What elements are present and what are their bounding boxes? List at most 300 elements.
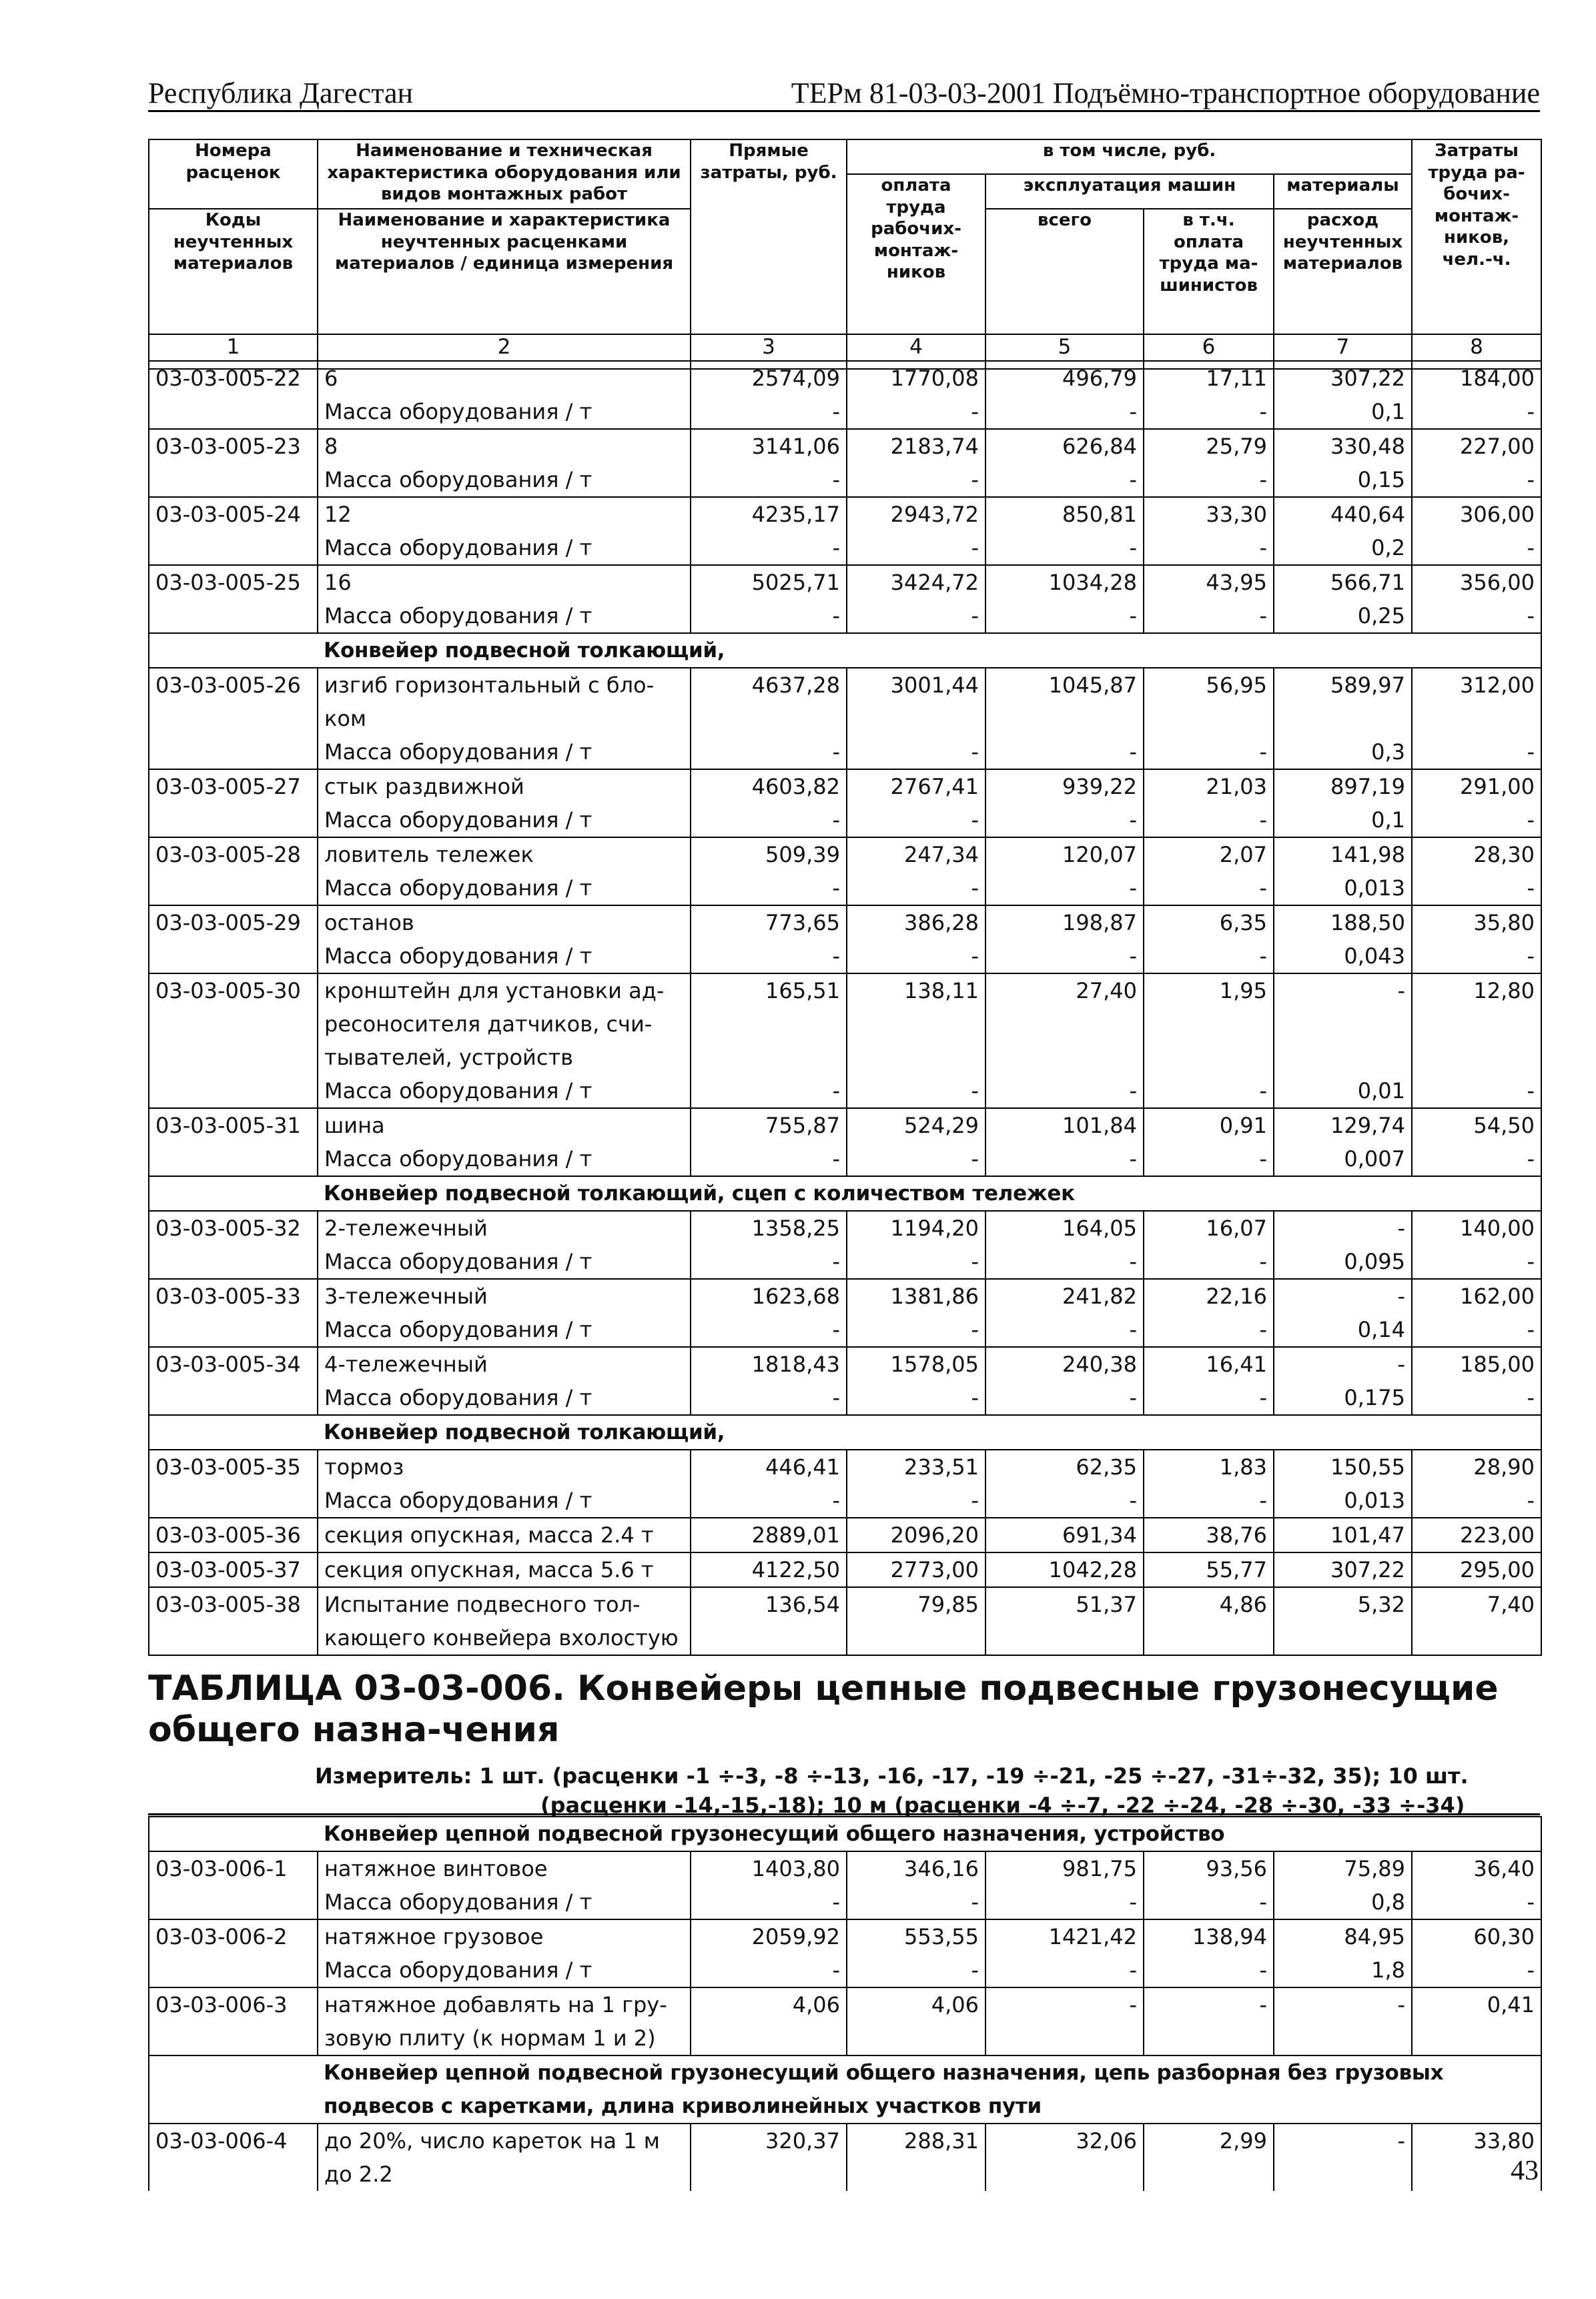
material-value-cell: - [691,1313,847,1347]
section-spacer [149,633,318,668]
material-row [149,1953,1541,1987]
material-value-cell: 0,095 [1274,1245,1412,1279]
material-row [149,939,1541,973]
rate-code: 03-03-005-36 [149,1518,318,1552]
value-cell: 773,65 [691,905,847,939]
work-name: шина [318,1108,691,1142]
material-value-cell: 0,007 [1274,1142,1412,1176]
material-value-cell: 0,2 [1274,531,1412,565]
value-cell: 27,40 [985,973,1144,1074]
value-cell: 240,38 [985,1347,1144,1381]
rate-code: 03-03-005-25 [149,565,318,599]
material-value-cell: - [985,599,1144,633]
table-row [149,905,1541,939]
work-name: натяжное винтовое [318,1851,691,1885]
material-value-cell: - [847,1142,985,1176]
value-cell: 223,00 [1412,1518,1541,1552]
material-row [149,531,1541,565]
section-spacer [149,1817,318,1851]
value-cell: 25,79 [1144,429,1274,463]
material-value-cell: - [691,1074,847,1108]
table-row [149,497,1541,531]
material-value-cell: - [1144,1885,1274,1919]
value-cell: 185,00 [1412,1347,1541,1381]
value-cell: 509,39 [691,837,847,871]
value-cell: 60,30 [1412,1919,1541,1953]
material-code [149,939,318,973]
value-cell: 346,16 [847,1851,985,1885]
column-number: 1 [149,334,318,369]
material-value-cell: - [847,1381,985,1415]
col1-bottom-header: Коды неучтенных материалов [149,209,318,334]
value-cell: 4603,82 [691,769,847,803]
value-cell: 136,54 [691,1587,847,1655]
value-cell: 330,48 [1274,429,1412,463]
material-value-cell: - [847,735,985,769]
material-code [149,1484,318,1518]
table-measurer [315,1761,1540,1820]
material-code [149,1074,318,1108]
rate-code: 03-03-006-2 [149,1919,318,1953]
material-name: Масса оборудования / т [318,1484,691,1518]
value-cell: 626,84 [985,429,1144,463]
column-number: 5 [985,334,1144,369]
value-cell: 2183,74 [847,429,985,463]
value-cell: 51,37 [985,1587,1144,1655]
header-document-title: ТЕРм 81-03-03-2001 Подъёмно-транспортное оборудование [791,77,1540,109]
table-row [149,668,1541,735]
material-value-cell: - [691,395,847,429]
value-cell: 1403,80 [691,1851,847,1885]
material-code [149,803,318,837]
table-row [149,1552,1541,1587]
work-name: стык раздвижной [318,769,691,803]
value-cell: 33,80 [1412,2124,1541,2191]
value-cell: 446,41 [691,1450,847,1484]
table-row [149,1347,1541,1381]
material-row [149,1484,1541,1518]
value-cell: 1421,42 [985,1919,1144,1953]
value-cell: 247,34 [847,837,985,871]
value-cell: 2096,20 [847,1518,985,1552]
value-cell: 21,03 [1144,769,1274,803]
value-cell: 233,51 [847,1450,985,1484]
value-cell: 32,06 [985,2124,1144,2191]
value-cell: 2574,09 [691,361,847,395]
material-code [149,871,318,905]
value-cell: 1623,68 [691,1279,847,1313]
rate-code: 03-03-006-1 [149,1851,318,1885]
value-cell: 307,22 [1274,1552,1412,1587]
column-number: 2 [318,334,691,369]
value-cell: 7,40 [1412,1587,1541,1655]
material-value-cell: - [1144,395,1274,429]
material-value-cell: 0,013 [1274,1484,1412,1518]
value-cell: 295,00 [1412,1552,1541,1587]
column-header-table [148,139,1542,370]
column-number: 6 [1144,334,1274,369]
material-code [149,1381,318,1415]
material-value-cell: - [691,1885,847,1919]
value-cell: 28,90 [1412,1450,1541,1484]
value-cell: 79,85 [847,1587,985,1655]
value-cell: 138,94 [1144,1919,1274,1953]
material-value-cell: - [985,1381,1144,1415]
value-cell: 2,99 [1144,2124,1274,2191]
work-name: секция опускная, масса 5.6 т [318,1552,691,1587]
material-value-cell: - [1144,871,1274,905]
work-name: тормоз [318,1450,691,1484]
material-value-cell: - [985,803,1144,837]
material-value-cell: - [847,1484,985,1518]
value-cell: - [985,1987,1144,2055]
work-name: кронштейн для установки ад-ресоносителя датчиков, счи-тывателей, устройств [318,973,691,1074]
value-cell: 150,55 [1274,1450,1412,1484]
material-value-cell: - [985,1484,1144,1518]
value-cell: 4637,28 [691,668,847,735]
section-heading: Конвейер цепной подвесной грузонесущий общего назначения, цепь разборная без грузовых подвесов с каретками, длина криволинейных участков пути [318,2055,1541,2124]
material-value-cell: - [1412,1245,1541,1279]
work-name: секция опускная, масса 2.4 т [318,1518,691,1552]
value-cell: 141,98 [1274,837,1412,871]
work-name: Испытание подвесного тол-кающего конвейера вхолостую [318,1587,691,1655]
value-cell: 1194,20 [847,1211,985,1245]
page-number: 43 [1511,2156,1539,2186]
material-row [149,1313,1541,1347]
table-row [149,1518,1541,1552]
material-value-cell: - [1412,1484,1541,1518]
material-code [149,463,318,497]
material-value-cell: - [985,871,1144,905]
material-value-cell: - [1144,463,1274,497]
value-cell: 198,87 [985,905,1144,939]
value-cell: 33,30 [1144,497,1274,531]
value-cell: 0,41 [1412,1987,1541,2055]
value-cell: 288,31 [847,2124,985,2191]
table-row [149,1587,1541,1655]
material-row [149,1074,1541,1108]
material-value-cell: - [1412,1313,1541,1347]
material-value-cell: - [1144,1484,1274,1518]
material-value-cell: - [691,463,847,497]
material-value-cell: - [847,1074,985,1108]
value-cell: 1,83 [1144,1450,1274,1484]
material-value-cell: - [691,1953,847,1987]
table-row [149,1279,1541,1313]
value-cell: 6,35 [1144,905,1274,939]
section-heading-row [149,633,1541,668]
material-value-cell: - [985,1142,1144,1176]
value-cell: 1578,05 [847,1347,985,1381]
material-row [149,1142,1541,1176]
rate-code: 03-03-005-24 [149,497,318,531]
rate-code: 03-03-005-22 [149,361,318,395]
material-value-cell: 0,8 [1274,1885,1412,1919]
table-row [149,837,1541,871]
value-cell: 36,40 [1412,1851,1541,1885]
material-value-cell: - [691,1142,847,1176]
column-number: 8 [1412,334,1541,369]
section-heading: Конвейер подвесной толкающий, [318,1415,1541,1450]
col2-bottom-header: Наименование и характеристика неучтенных расценками материалов / единица измерения [318,209,691,334]
material-value-cell: - [1412,1381,1541,1415]
table-title: ТАБЛИЦА 03-03-006. Конвейеры цепные подвесные грузонесущие общего назна-чения [148,1669,1499,1750]
value-cell: 84,95 [1274,1919,1412,1953]
section-heading-row [149,1817,1541,1851]
value-cell: - [1274,1347,1412,1381]
section-spacer [149,1176,318,1211]
work-name: 8 [318,429,691,463]
value-cell: 2773,00 [847,1552,985,1587]
material-value-cell: 0,15 [1274,463,1412,497]
material-row [149,1885,1541,1919]
value-cell: 120,07 [985,837,1144,871]
value-cell: 306,00 [1412,497,1541,531]
table-03-03-006 [148,1816,1542,2191]
material-name: Масса оборудования / т [318,803,691,837]
value-cell: 2,07 [1144,837,1274,871]
work-name: 12 [318,497,691,531]
value-cell: - [1274,973,1412,1074]
header-rule [148,110,1540,112]
material-value-cell: - [1412,1142,1541,1176]
value-cell: 75,89 [1274,1851,1412,1885]
rate-code: 03-03-005-29 [149,905,318,939]
section-heading: Конвейер подвесной толкающий, сцеп с количеством тележек [318,1176,1541,1211]
material-value-cell: - [985,939,1144,973]
col4-header: оплата труда рабочих-монтаж-ников [847,174,985,334]
value-cell: 129,74 [1274,1108,1412,1142]
material-row [149,735,1541,769]
col7-header: расход неучтенных материалов [1274,209,1412,334]
value-cell: - [1274,1279,1412,1313]
value-cell: 1770,08 [847,361,985,395]
rate-code: 03-03-005-28 [149,837,318,871]
rate-code: 03-03-005-30 [149,973,318,1074]
rate-code: 03-03-005-31 [149,1108,318,1142]
material-value-cell: - [847,871,985,905]
value-cell: 356,00 [1412,565,1541,599]
material-value-cell: - [1412,395,1541,429]
material-code [149,1142,318,1176]
value-cell: 307,22 [1274,361,1412,395]
value-cell: 691,34 [985,1518,1144,1552]
measurer-line-1: Измеритель: 1 шт. (расценки -1 ÷-3, -8 ÷-13, -16, -17, -19 ÷-21, -25 ÷-27, -31÷-32, 35); 10 шт. [315,1763,1469,1789]
material-row [149,395,1541,429]
material-value-cell: - [985,1885,1144,1919]
material-value-cell: - [1144,735,1274,769]
material-name: Масса оборудования / т [318,1885,691,1919]
value-cell: 2943,72 [847,497,985,531]
value-cell: 850,81 [985,497,1144,531]
value-cell: 22,16 [1144,1279,1274,1313]
section-heading: Конвейер цепной подвесной грузонесущий общего назначения, устройство [318,1817,1541,1851]
work-name: 2-тележечный [318,1211,691,1245]
table-row [149,361,1541,395]
work-name: ловитель тележек [318,837,691,871]
col5-header: всего [985,209,1144,334]
rate-code: 03-03-005-33 [149,1279,318,1313]
table-row [149,973,1541,1074]
material-value-cell: - [985,735,1144,769]
section-heading-row [149,2055,1541,2124]
material-row [149,1245,1541,1279]
rate-code: 03-03-005-34 [149,1347,318,1381]
group-header: в том числе, руб. [847,139,1412,174]
material-value-cell: - [847,1885,985,1919]
material-name: Масса оборудования / т [318,531,691,565]
material-name: Масса оборудования / т [318,871,691,905]
material-value-cell: 0,14 [1274,1313,1412,1347]
value-cell: 5,32 [1274,1587,1412,1655]
rate-code: 03-03-005-32 [149,1211,318,1245]
value-cell: 1034,28 [985,565,1144,599]
material-value-cell: - [691,871,847,905]
value-cell: 981,75 [985,1851,1144,1885]
material-value-cell: 0,175 [1274,1381,1412,1415]
work-name: до 20%, число кареток на 1 м до 2.2 [318,2124,691,2191]
material-value-cell: 0,043 [1274,939,1412,973]
value-cell: 16,41 [1144,1347,1274,1381]
value-cell: 1045,87 [985,668,1144,735]
table-row [149,1450,1541,1484]
measurer-rule [148,1813,1540,1815]
value-cell: 138,11 [847,973,985,1074]
value-cell: 28,30 [1412,837,1541,871]
material-name: Масса оборудования / т [318,1953,691,1987]
value-cell: 524,29 [847,1108,985,1142]
material-value-cell: - [1412,1074,1541,1108]
work-name: натяжное добавлять на 1 гру-зовую плиту (к нормам 1 и 2) [318,1987,691,2055]
value-cell: 553,55 [847,1919,985,1953]
rate-code: 03-03-005-27 [149,769,318,803]
material-value-cell: 1,8 [1274,1953,1412,1987]
value-cell: 1042,28 [985,1552,1144,1587]
value-cell: 62,35 [985,1450,1144,1484]
material-value-cell: - [847,803,985,837]
material-row [149,599,1541,633]
section-heading: Конвейер подвесной толкающий, [318,633,1541,668]
material-code [149,531,318,565]
header-region: Республика Дагестан [148,77,414,109]
value-cell: 4,86 [1144,1587,1274,1655]
material-value-cell: - [985,1245,1144,1279]
material-value-cell: - [691,1381,847,1415]
material-value-cell: 0,01 [1274,1074,1412,1108]
section-spacer [149,2055,318,2124]
section-heading-row [149,1415,1541,1450]
rate-code: 03-03-005-38 [149,1587,318,1655]
table-03-03-005 [148,360,1542,1656]
value-cell: 188,50 [1274,905,1412,939]
material-value-cell: - [1412,463,1541,497]
material-value-cell: - [847,463,985,497]
material-name: Масса оборудования / т [318,735,691,769]
material-value-cell: - [1412,803,1541,837]
value-cell: - [1144,1987,1274,2055]
value-cell: 17,11 [1144,361,1274,395]
value-cell: 4,06 [847,1987,985,2055]
material-value-cell: - [1144,599,1274,633]
value-cell: 227,00 [1412,429,1541,463]
material-value-cell: - [691,803,847,837]
material-value-cell: - [691,599,847,633]
material-name: Масса оборудования / т [318,939,691,973]
value-cell: 2059,92 [691,1919,847,1953]
table-row [149,769,1541,803]
value-cell: 5025,71 [691,565,847,599]
material-code [149,1885,318,1919]
column-number: 4 [847,334,985,369]
section-heading-row [149,1176,1541,1211]
rate-code: 03-03-005-37 [149,1552,318,1587]
col1-top-header: Номера расценок [149,139,318,209]
material-value-cell: - [985,531,1144,565]
work-name: натяжное грузовое [318,1919,691,1953]
material-code [149,1313,318,1347]
material-value-cell: - [691,531,847,565]
value-cell: 4122,50 [691,1552,847,1587]
value-cell: 101,47 [1274,1518,1412,1552]
material-value-cell: - [985,1953,1144,1987]
material-value-cell: 0,1 [1274,803,1412,837]
col8-header: Затраты труда ра-бочих-монтаж-ников, чел.-ч. [1412,139,1541,334]
material-value-cell: - [1412,531,1541,565]
value-cell: 939,22 [985,769,1144,803]
material-value-cell: - [985,395,1144,429]
material-value-cell: - [1144,1142,1274,1176]
material-value-cell: - [1144,939,1274,973]
material-value-cell: - [847,531,985,565]
value-cell: 440,64 [1274,497,1412,531]
section-spacer [149,1415,318,1450]
material-value-cell: - [1412,735,1541,769]
value-cell: 162,00 [1412,1279,1541,1313]
value-cell: 291,00 [1412,769,1541,803]
value-cell: 184,00 [1412,361,1541,395]
material-name: Масса оборудования / т [318,1381,691,1415]
work-name: 16 [318,565,691,599]
value-cell: 43,95 [1144,565,1274,599]
material-code [149,1245,318,1279]
value-cell: 1358,25 [691,1211,847,1245]
material-row [149,1381,1541,1415]
material-name: Масса оборудования / т [318,1245,691,1279]
value-cell: - [1274,1211,1412,1245]
work-name: 6 [318,361,691,395]
material-value-cell: - [1412,1953,1541,1987]
value-cell: 0,91 [1144,1108,1274,1142]
work-name: 4-тележечный [318,1347,691,1381]
material-code [149,1953,318,1987]
value-cell: 1818,43 [691,1347,847,1381]
material-value-cell: - [847,939,985,973]
material-value-cell: - [1144,1245,1274,1279]
material-code [149,395,318,429]
value-cell: 2889,01 [691,1518,847,1552]
value-cell: 35,80 [1412,905,1541,939]
materials-group-header: материалы [1274,174,1412,209]
value-cell: 1381,86 [847,1279,985,1313]
value-cell: 897,19 [1274,769,1412,803]
measurer-line-2: (расценки -14,-15,-18); 10 м (расценки -4 ÷-7, -22 ÷-24, -28 ÷-30, -33 ÷-34) [540,1793,1465,1818]
material-value-cell: - [1412,599,1541,633]
rate-code: 03-03-005-35 [149,1450,318,1484]
material-value-cell: 0,25 [1274,599,1412,633]
value-cell: 3424,72 [847,565,985,599]
value-cell: 54,50 [1412,1108,1541,1142]
material-row [149,803,1541,837]
